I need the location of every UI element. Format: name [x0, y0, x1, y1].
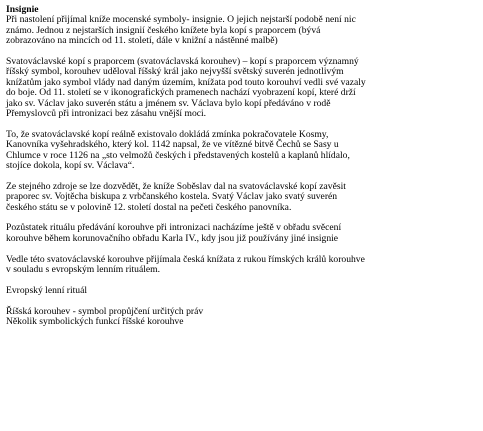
text-line: v souladu s evropským lenním rituálem.: [6, 264, 161, 276]
text-line: praporec sv. Vojtěcha biskupa z vrbčanského kostela. Svatý Václav jako svatý suverén: [6, 191, 338, 203]
text-line: českého státu se v polovině 12. století dostal na pečeti českého panovníka.: [6, 201, 292, 213]
paragraph-3: [6, 130, 478, 172]
text-line: říšský symbol, korouhev uděloval říšský král jako nejvyšší světský suverén jednotlivým: [6, 66, 344, 78]
paragraph-4: [6, 182, 478, 213]
text-line: Evropský lenní rituál: [6, 284, 87, 296]
document-title: Insignie: [6, 4, 39, 15]
paragraph-7: [6, 286, 478, 296]
paragraph-1: [6, 15, 478, 46]
text-line: Několik symbolických funkcí říšské korouhve: [6, 316, 184, 328]
document-page: [6, 5, 478, 327]
paragraph-6: [6, 255, 478, 276]
text-line: Ze stejného zdroje se lze dozvědět, že kníže Soběslav dal na svatováclavské kopí zavěsit: [6, 180, 346, 192]
text-line: Při nastolení přijímal kníže mocenské symboly- insignie. O jejich nejstarší podobě není nic: [6, 14, 356, 26]
paragraph-2: [6, 57, 478, 119]
text-line: známo. Jednou z nejstarších insignií českého knížete byla kopí s praporcem (bývá: [6, 24, 321, 36]
paragraph-8: [6, 307, 478, 328]
text-line: Chlumce v roce 1126 na „sto velmožů českých i představených kostelů a kaplanů hlídalo,: [6, 149, 350, 161]
text-line: korouhve během korunovačního obřadu Karla IV., kdy jsou již používány jiné insignie: [6, 232, 339, 244]
text-line: Pozůstatek rituálu předávání korouhve při intronizaci nacházíme ještě v obřadu svěcení: [6, 222, 342, 234]
text-line: Přemyslovců při intronizaci bez zásahu vnější moci.: [6, 108, 207, 120]
text-line: jako sv. Václav jako suverén státu a jménem sv. Václava bylo kopí předáváno v rodě: [6, 97, 331, 109]
text-line: Vedle této svatováclavské korouhve přijímala česká knížata z rukou římských králů korouhve: [6, 253, 365, 265]
text-line: knížatům jako symbol vlády nad daným územím, knížata pod touto korouhví vedli své vazaly: [6, 76, 366, 88]
text-line: do boje. Od 11. století se v ikonografických pramenech nachází vyobrazení kopí, které drží: [6, 87, 356, 99]
text-line: stojíce dokola, kopí sv. Václava“.: [6, 160, 135, 172]
text-line: To, že svatováclavské kopí reálně existovalo dokládá zmínka pokračovatele Kosmy,: [6, 128, 329, 140]
text-line: Kanovníka vyšehradského, který kol. 1142 napsal, že ve vítězné bitvě Čechů se Sasy u: [6, 139, 339, 151]
paragraph-5: [6, 223, 478, 244]
text-line: zobrazováno na mincích od 11. století, dále v knižní a nástěnné malbě): [6, 35, 278, 47]
text-line: Svatováclavské kopí s praporcem (svatováclavská korouhev) – kopí s praporcem významný: [6, 56, 359, 68]
text-line: Říšská korouhev - symbol propůjčení určitých práv: [6, 305, 204, 317]
